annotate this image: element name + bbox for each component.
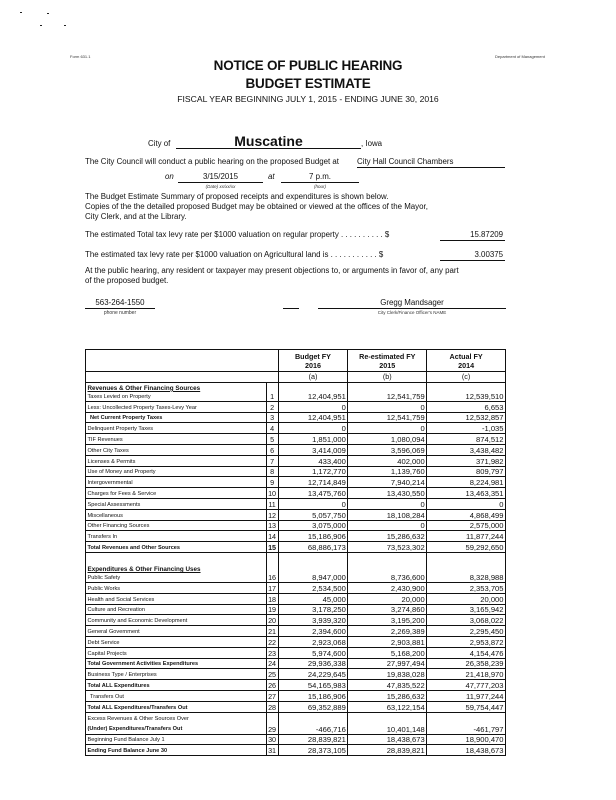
fiscal-year: FISCAL YEAR BEGINNING JULY 1, 2015 - ENDING JUNE 30, 2016 <box>177 94 439 104</box>
table-row-total: Total ALL Expenditures/Transfers Out 28 69,352,889 63,122,154 59,754,447 <box>87 702 504 712</box>
table-row: Charges for Fees & Service 10 13,475,760 13,430,550 13,463,351 <box>87 488 504 498</box>
table-row: Miscellaneous 12 5,057,750 18,108,284 4,868,499 <box>87 510 504 520</box>
table-row: Use of Money and Property 8 1,172,770 1,139,760 809,797 <box>87 467 504 477</box>
department-label: Department of Management <box>495 54 545 59</box>
on-label: on <box>165 172 174 181</box>
hearing-time: 7 p.m. <box>281 172 359 183</box>
phone-caption: phone number <box>103 310 137 316</box>
table-row: Other City Taxes 6 3,414,009 3,596,069 3,438,482 <box>87 445 504 455</box>
phone-number: 563-264-1550 <box>85 298 155 309</box>
table-row: Transfers Out 27 15,186,906 15,286,632 11,977,244 <box>86 690 506 701</box>
hearing-date: 3/15/2015 <box>178 172 263 183</box>
col-header-actual: Actual FY 2014 <box>427 350 506 372</box>
table-row-total: Total Revenues and Other Sources 15 68,886,173 73,523,302 59,292,650 <box>87 542 504 552</box>
table-row: Culture and Recreation 19 3,178,250 3,274,860 3,165,942 <box>87 605 504 615</box>
table-row: Licenses & Permits 7 433,400 402,000 371,982 <box>87 456 504 466</box>
clerk-caption: City Clerk/Finance Officer's NAME <box>377 310 447 315</box>
table-row: TIF Revenues 5 1,851,000 1,080,094 874,512 <box>87 434 504 444</box>
section-heading-revenues: Revenues & Other Financing Sources <box>87 384 201 392</box>
col-header-budget: Budget FY 2016 <box>278 350 348 372</box>
table-header-row <box>86 350 506 372</box>
city-name: Muscatine <box>234 133 303 149</box>
section-heading-expenditures: Expenditures & Other Financing Uses <box>87 565 201 573</box>
objection-line-1: At the public hearing, any resident or taxpayer may present objections to, or arguments in favor of, any part <box>85 266 459 275</box>
hearing-sentence: The City Council will conduct a public hearing on the proposed Budget at <box>85 157 339 166</box>
signature-line-stub <box>283 308 299 309</box>
clerk-name: Gregg Mandsager <box>318 298 506 309</box>
table-row-total: Total Government Activities Expenditures 24 29,936,338 27,997,494 26,358,239 <box>87 659 504 669</box>
table-row: General Government 21 2,394,600 2,269,389 2,295,450 <box>87 626 504 636</box>
table-row: Special Assessments 11 0 0 0 <box>87 499 504 509</box>
hearing-location: City Hall Council Chambers <box>357 157 505 168</box>
table-row: Net Current Property Taxes 3 12,404,951 12,541,759 12,532,857 <box>86 412 506 423</box>
summary-line-2: Copies of the the detailed proposed Budget may be obtained or viewed at the offices of the Mayor, <box>85 202 428 211</box>
ag-rate-value: 3.00375 <box>440 250 505 261</box>
table-row: Public Works 17 2,534,500 2,430,900 2,353,705 <box>87 583 504 593</box>
summary-line-1: The Budget Estimate Summary of proposed receipts and expenditures is shown below. <box>85 192 389 201</box>
table-row: Expenditures & Other Financing Uses Public Safety 16 8,947,000 8,736,600 8,328,988 <box>86 552 506 582</box>
table-row: Community and Economic Development 20 3,939,320 3,195,200 3,068,022 <box>87 616 504 626</box>
table-row: Capital Projects 23 5,974,600 5,168,200 4,154,476 <box>87 648 504 658</box>
table-row: Debt Service 22 2,923,068 2,903,881 2,953,872 <box>87 637 504 647</box>
table-row: Excess Revenues & Other Sources Over (Under) Expenditures/Transfers Out 29 -466,716 10,401,148 -461,797 <box>86 712 506 734</box>
table-row: Delinquent Property Taxes 4 0 0 -1,035 <box>87 424 504 434</box>
table-row-total: Ending Fund Balance June 30 31 28,373,105 28,839,821 18,438,673 <box>87 746 504 756</box>
ag-rate-label: The estimated tax levy rate per $1000 valuation on Agricultural land is . . . . . . . . . . . $ <box>85 250 384 259</box>
objection-line-2: of the proposed budget. <box>85 276 169 285</box>
city-field <box>176 133 361 149</box>
table-row: Other Financing Sources 13 3,075,000 0 2,575,000 <box>87 521 504 531</box>
col-code-c: (c) <box>427 372 506 383</box>
hour-caption: (hour) <box>313 184 326 189</box>
table-row: Revenues & Other Financing Sources Taxes Levied on Property 1 12,404,951 12,541,759 12,539,510 <box>86 382 506 401</box>
regular-rate-value: 15.87209 <box>440 230 505 241</box>
col-header-reestimated: Re-estimated FY 2015 <box>348 350 427 372</box>
table-row: Intergovernmental 9 12,714,849 7,940,214 8,224,981 <box>87 478 504 488</box>
col-code-a: (a) <box>278 372 348 383</box>
table-row: Health and Social Services 18 45,000 20,000 20,000 <box>87 594 504 604</box>
table-row: Less: Uncollected Property Taxes-Levy Year 2 0 0 6,653 <box>87 402 504 412</box>
table-row: Transfers In 14 15,186,906 15,286,632 11,877,244 <box>87 532 504 542</box>
col-code-b: (b) <box>348 372 427 383</box>
state-suffix: , Iowa <box>361 139 383 148</box>
date-caption: (Date) xx/xx/xx <box>205 184 236 189</box>
budget-summary-table <box>85 349 506 756</box>
page-subtitle: BUDGET ESTIMATE <box>245 76 371 91</box>
regular-rate-label: The estimated Total tax levy rate per $1000 valuation on regular property . . . . . . . . . . $ <box>85 230 390 239</box>
page-title: NOTICE OF PUBLIC HEARING <box>213 58 403 73</box>
table-subheader-row <box>86 372 506 383</box>
form-id: Form 631.1 <box>70 54 91 59</box>
at-label: at <box>268 172 275 181</box>
summary-line-3: City Clerk, and at the Library. <box>85 212 187 221</box>
table-row: Beginning Fund Balance July 1 30 28,839,821 18,438,673 18,900,470 <box>87 735 504 745</box>
table-row: Business Type / Enterprises 25 24,229,645 19,838,028 21,418,970 <box>87 670 504 680</box>
table-row-total: Total ALL Expenditures 26 54,165,983 47,835,522 47,777,203 <box>87 680 504 690</box>
city-prefix: City of <box>148 139 171 148</box>
